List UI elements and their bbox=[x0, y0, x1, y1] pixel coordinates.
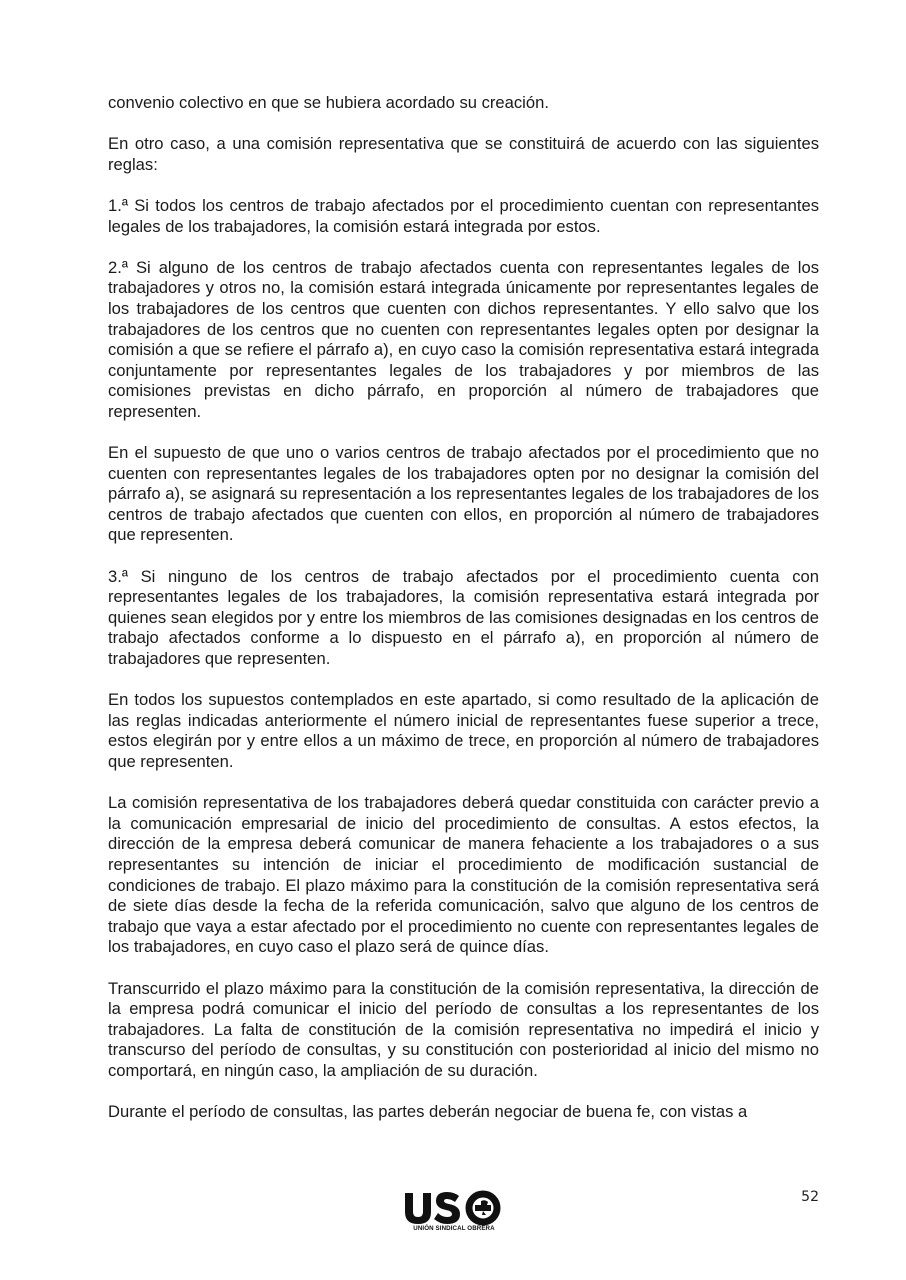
paragraph: La comisión representativa de los trabajadores deberá quedar constituida con carácter previo a la comunicación empresarial de inicio del procedimiento de consultas. A estos efectos, la dirección de la empresa deberá comunicar de manera fehaciente a los trabajadores o a sus representantes su intención de iniciar el procedimiento de modificación sustancial de condiciones de trabajo. El plazo máximo para la constitución de la comisión representativa será de siete días desde la fecha de la referida comunicación, salvo que alguno de los centros de trabajo que vaya a estar afectado por el procedimiento no cuente con representantes legales de los trabajadores, en cuyo caso el plazo será de quince días. bbox=[108, 793, 819, 957]
uso-logo-caption: UNIÓN SINDICAL OBRERA bbox=[413, 1225, 495, 1232]
paragraph: 2.ª Si alguno de los centros de trabajo afectados cuenta con representantes legales de los trabajadores y otros no, la comisión estará integrada únicamente por representantes legales de los trabajadores de los centros que cuenten con dichos representantes. Y ello salvo que los trabajadores de los centros que no cuenten con representantes legales opten por designar la comisión a que se refiere el párrafo a), en cuyo caso la comisión representativa estará integrada conjuntamente por representantes legales de los trabajadores y por miembros de las comisiones previstas en dicho párrafo, en proporción al número de trabajadores que representen. bbox=[108, 257, 819, 421]
paragraph: En el supuesto de que uno o varios centros de trabajo afectados por el procedimiento que no cuenten con representantes legales de los trabajadores opten por no designar la comisión del párrafo a), se asignará su representación a los representantes legales de los trabajadores de los centros de trabajo afectados que cuenten con ellos, en proporción al número de trabajadores que representen. bbox=[108, 443, 819, 545]
paragraph: En otro caso, a una comisión representativa que se constituirá de acuerdo con las siguientes reglas: bbox=[108, 134, 819, 174]
document-body bbox=[108, 93, 819, 1123]
paragraph: Transcurrido el plazo máximo para la constitución de la comisión representativa, la dirección de la empresa podrá comunicar el inicio del período de consultas a los representantes de los trabajadores. La falta de constitución de la comisión representativa no impedirá el inicio y transcurso del período de consultas, y su constitución con posterioridad al inicio del mismo no comportará, en ningún caso, la ampliación de su duración. bbox=[108, 978, 819, 1080]
paragraph: 1.ª Si todos los centros de trabajo afectados por el procedimiento cuentan con representantes legales de los trabajadores, la comisión estará integrada por estos. bbox=[108, 195, 819, 236]
paragraph: En todos los supuestos contemplados en este apartado, si como resultado de la aplicación de las reglas indicadas anteriormente el número inicial de representantes fuese superior a trece, estos elegirán por y entre ellos a un máximo de trece, en proporción al número de trabajadores que representen. bbox=[108, 690, 819, 771]
paragraph: convenio colectivo en que se hubiera acordado su creación. bbox=[108, 93, 549, 112]
paragraph: Durante el período de consultas, las partes deberán negociar de buena fe, con vistas a bbox=[108, 1102, 748, 1122]
uso-logo-icon bbox=[403, 1190, 505, 1226]
paragraph: 3.ª Si ninguno de los centros de trabajo afectados por el procedimiento cuenta con representantes legales de los trabajadores, la comisión representativa estará integrada por quienes sean elegidos por y entre los miembros de las comisiones designadas en los centros de trabajo afectados conforme a lo dispuesto en el párrafo a), en proporción al número de trabajadores que representen. bbox=[108, 566, 819, 669]
uso-logo bbox=[403, 1190, 505, 1240]
page-number: 52 bbox=[801, 1189, 819, 1205]
